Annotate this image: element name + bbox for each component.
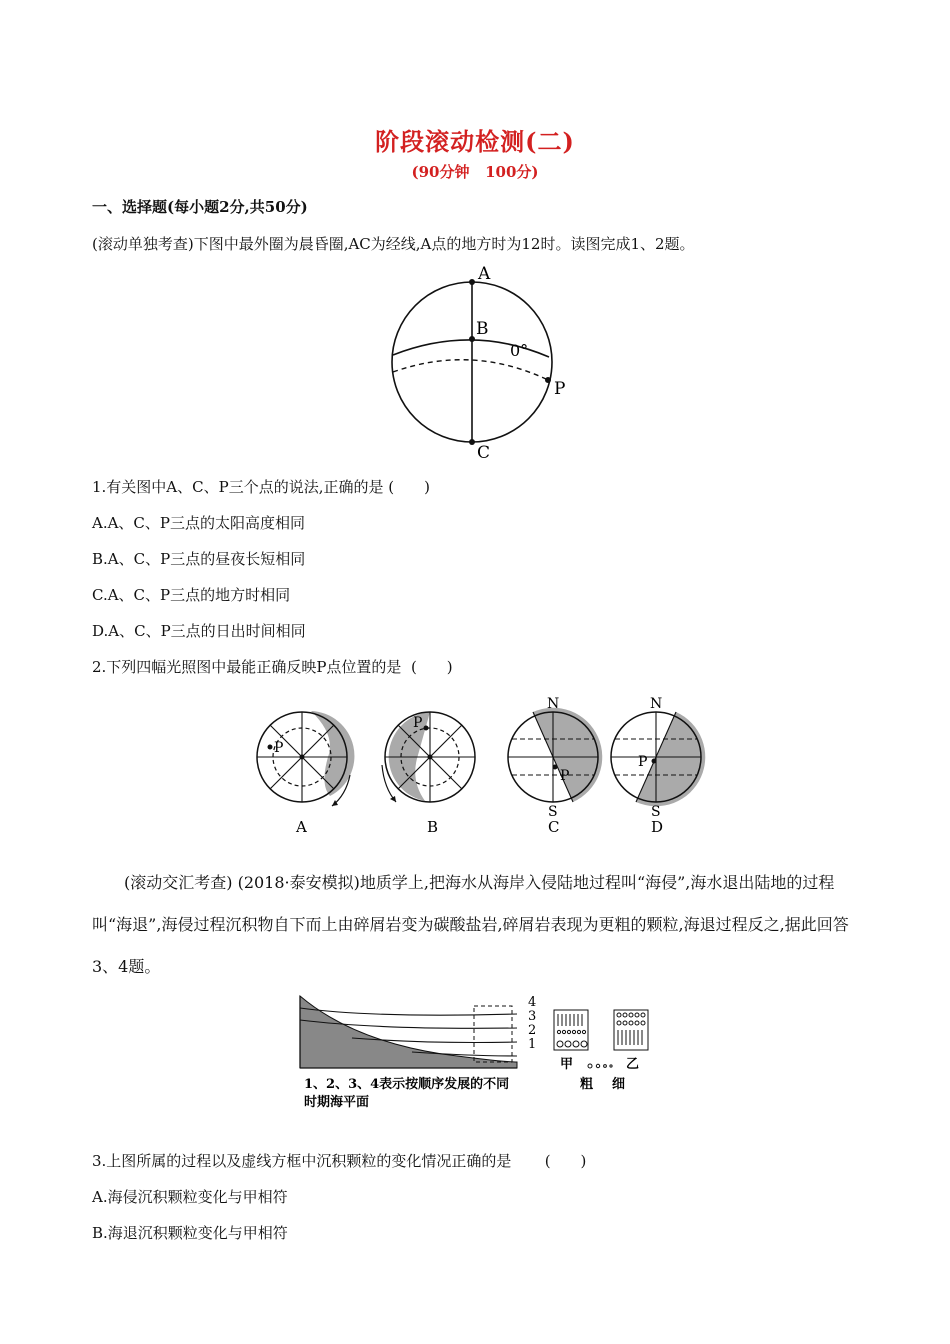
q1-option-a: A.A、C、P三点的太阳高度相同 <box>92 514 306 532</box>
label-fine: 细 <box>612 1077 626 1092</box>
coastal-slope <box>300 996 517 1068</box>
q3-option-b: B.海退沉积颗粒变化与甲相符 <box>92 1224 288 1242</box>
diagram-b-p: P <box>413 715 423 731</box>
figure-2-illumination-diagrams <box>250 690 750 840</box>
page-title: 阶段滚动检测(二) <box>375 127 575 156</box>
diagram-d-south: S <box>651 804 661 820</box>
q1-stem: 1.有关图中A、C、P三个点的说法,正确的是 ( ) <box>92 478 430 496</box>
column-yi <box>614 1010 648 1050</box>
sea-level-4 <box>300 1008 517 1015</box>
label-yi: 乙 <box>626 1057 640 1072</box>
q3-stem: 3.上图所属的过程以及虚线方框中沉积颗粒的变化情况正确的是 ( ) <box>92 1152 587 1170</box>
figure3-caption-line1: 1、2、3、4表示按顺序发展的不同 <box>304 1077 510 1092</box>
label-a: A <box>478 264 491 284</box>
point-a <box>469 279 475 285</box>
level-label-3: 3 <box>528 1009 537 1024</box>
section-heading: 一、选择题(每小题2分,共50分) <box>92 198 308 216</box>
q1-option-c: C.A、C、P三点的地方时相同 <box>92 586 291 604</box>
figure-3-sea-level-diagram <box>292 990 672 1115</box>
diagram-a-caption: A <box>296 818 307 836</box>
figure-1-terminator-diagram <box>380 262 570 462</box>
equator-dashed <box>393 360 548 380</box>
diagram-b-caption: B <box>427 818 439 836</box>
diagram-a-p: P <box>274 740 284 756</box>
diagram-d-caption: D <box>651 818 664 836</box>
page-subtitle: (90分钟 100分) <box>411 163 539 181</box>
diagram-c-south: S <box>548 804 558 820</box>
label-degree: 0° <box>510 341 529 360</box>
q1-option-b: B.A、C、P三点的昼夜长短相同 <box>92 550 306 568</box>
diagram-d-p: P <box>638 754 648 770</box>
point-c <box>469 439 475 445</box>
diagram-a <box>257 710 358 836</box>
q1-option-d: D.A、C、P三点的日出时间相同 <box>92 622 306 640</box>
level-label-2: 2 <box>528 1023 537 1038</box>
level-label-4: 4 <box>528 995 537 1010</box>
diagram-c <box>508 696 602 836</box>
label-jia: 甲 <box>560 1057 574 1072</box>
diagram-c-north: N <box>547 696 560 712</box>
diagram-d <box>611 696 705 836</box>
q3-option-a: A.海侵沉积颗粒变化与甲相符 <box>92 1188 288 1206</box>
label-b: B <box>476 319 489 339</box>
level-label-1: 1 <box>528 1037 537 1052</box>
diagram-d-north: N <box>650 696 663 712</box>
diagram-c-night <box>533 708 602 802</box>
label-p: P <box>554 379 566 399</box>
label-coarse: 粗 <box>580 1077 594 1092</box>
q2-stem: 2.下列四幅光照图中最能正确反映P点位置的是 ( ) <box>92 658 453 676</box>
diagram-b <box>382 712 475 836</box>
intro-q3-q4: (滚动交汇考查) (2018·泰安模拟)地质学上,把海水从海岸入侵陆地过程叫“海侵”,海水退出陆地的过程叫“海退”,海侵过程沉积物自下而上由碎屑岩变为碳酸盐岩,碎屑岩表现为更粗的颗粒,海退过程反之,据此回答3、4题。 <box>92 873 849 976</box>
figure3-caption-line2: 时期海平面 <box>304 1095 370 1110</box>
point-p <box>545 377 551 383</box>
intro-q1-q2: (滚动单独考查)下图中最外圈为晨昏圈,AC为经线,A点的地方时为12时。读图完成1、2题。 <box>92 235 695 253</box>
column-jia <box>554 1010 588 1050</box>
point-b <box>469 336 475 342</box>
diagram-c-caption: C <box>548 818 560 836</box>
label-c: C <box>477 443 491 462</box>
diagram-c-p: P <box>560 768 570 784</box>
